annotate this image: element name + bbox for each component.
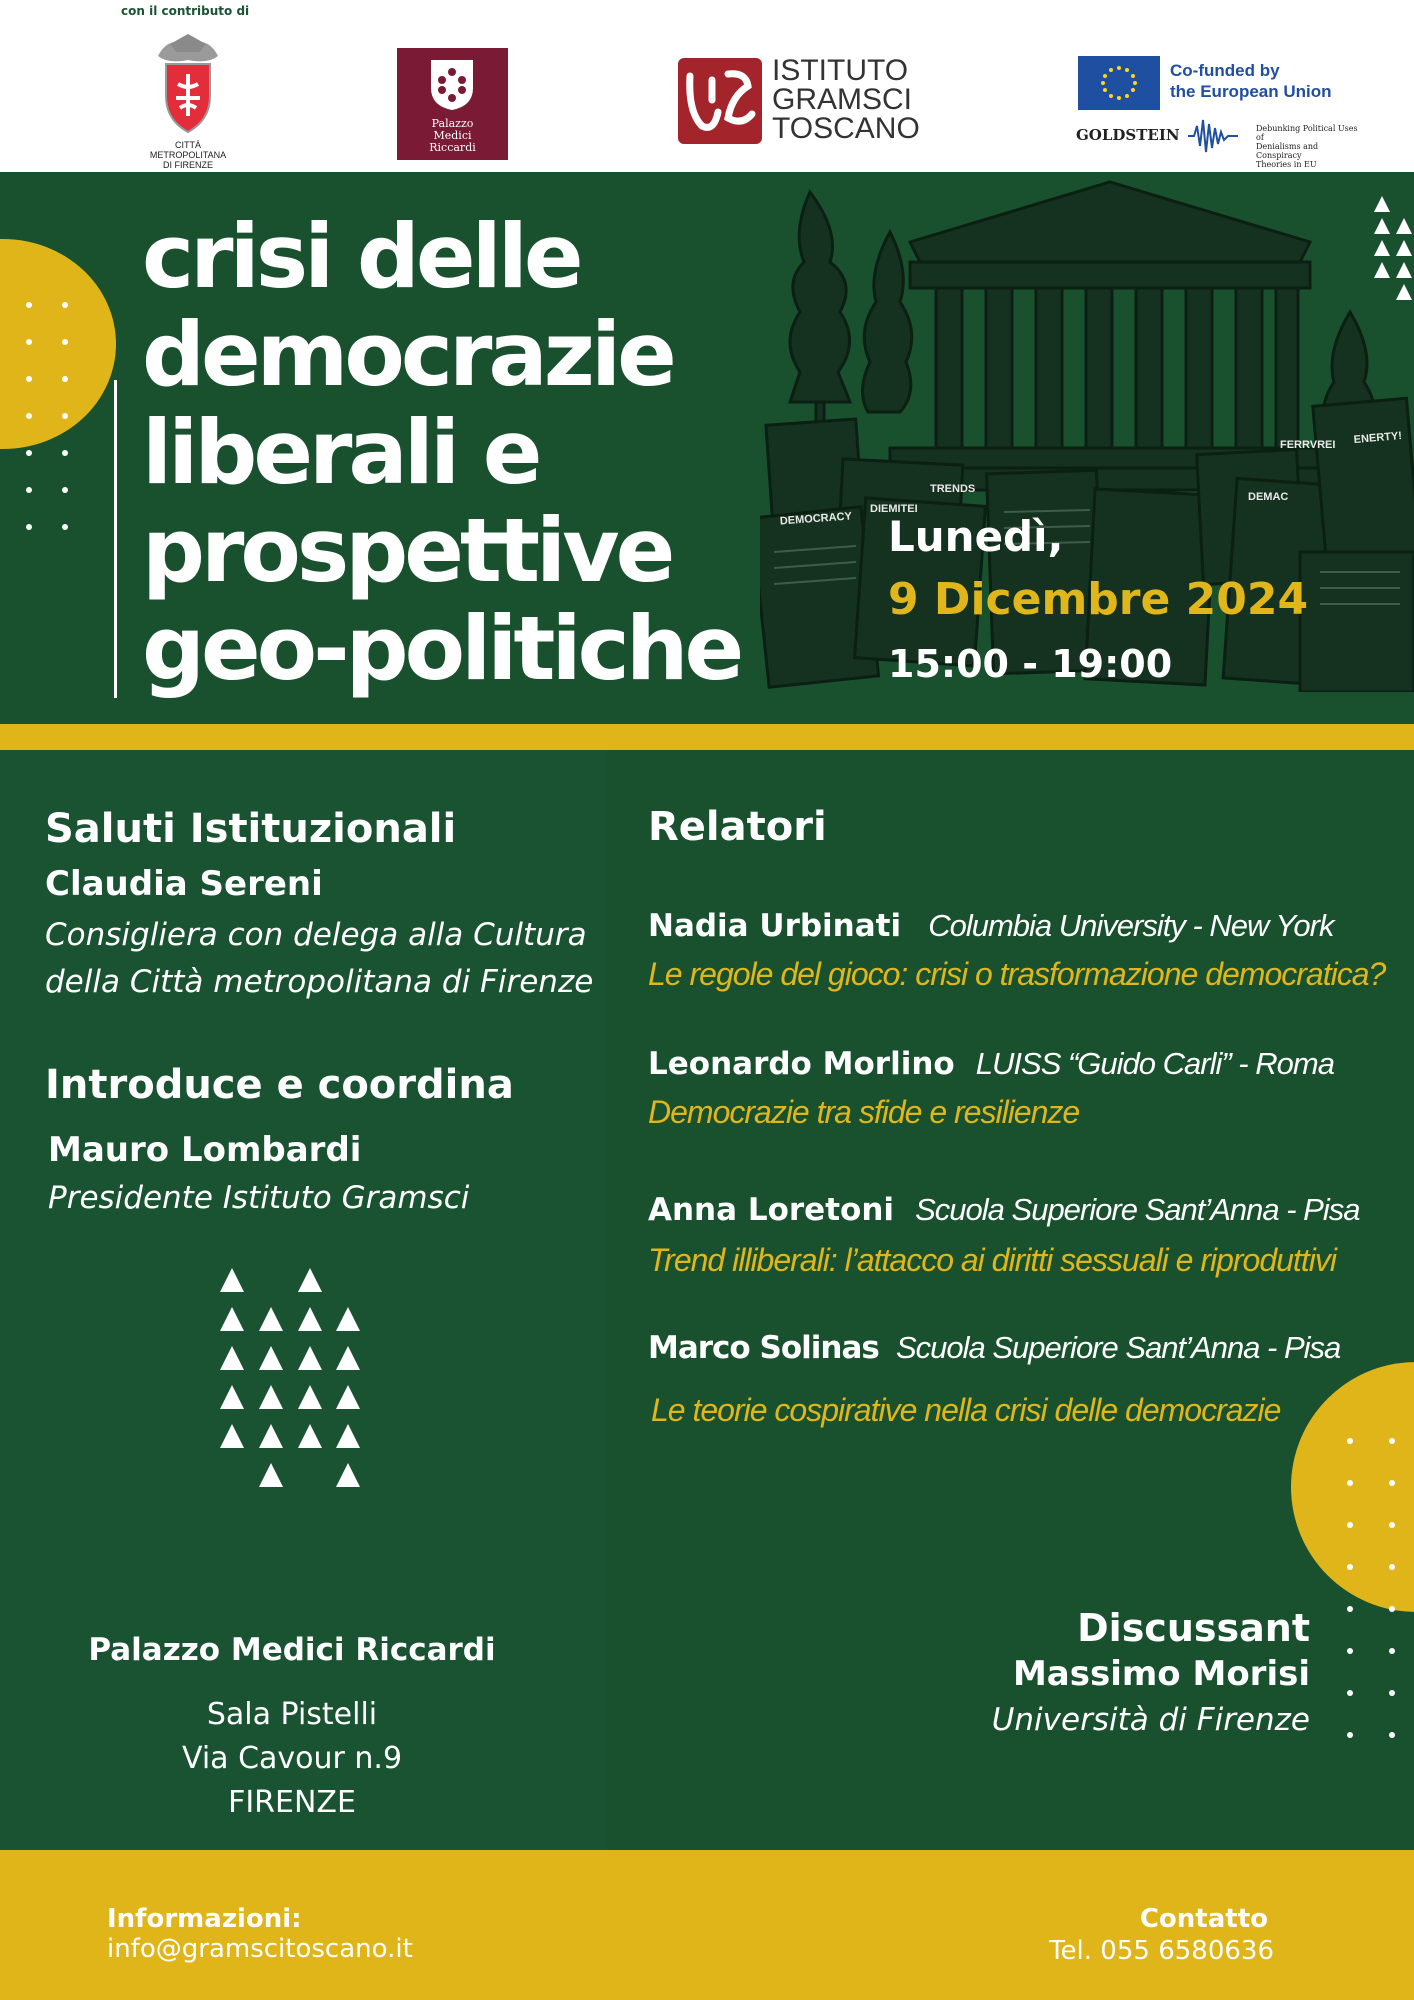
dot-grid-left (26, 302, 76, 572)
speaker-affiliation: LUISS “Guido Carli” - Roma (975, 1046, 1334, 1081)
goldstein-sub-3: Theories in EU (1256, 160, 1317, 169)
info-label: Informazioni: (107, 1904, 302, 1934)
eu-line2: the European Union (1170, 82, 1332, 101)
contribution-label: con il contributo di (121, 4, 250, 18)
logo2-line1: Palazzo (431, 117, 474, 130)
talk-title-3: Trend illiberali: l’attacco ai diritti sessuali e riproduttivi (648, 1242, 1336, 1278)
sign-4: ENERTY! (1353, 429, 1403, 447)
title-divider (114, 380, 117, 698)
talk-title-1: Le regole del gioco: crisi o trasformazione democratica? (648, 956, 1386, 992)
event-title: crisi delle democrazie liberali e prospettive geo-politiche (142, 205, 741, 700)
citta-metropolitana-logo (138, 34, 238, 170)
speaker-affiliation: Scuola Superiore Sant’Anna - Pisa (895, 1330, 1341, 1365)
intro-name: Mauro Lombardi (48, 1130, 362, 1170)
logo1-line1: CITTÀ METROPOLITANA (149, 140, 227, 160)
event-time: 15:00 - 19:00 (888, 642, 1173, 686)
sign-6: FERRVREI (1280, 439, 1336, 451)
waveform-icon (1188, 116, 1238, 156)
sign-5: DIEMITEI (870, 503, 918, 515)
istituto-gramsci-logo (676, 54, 920, 149)
eu-cofunded-logo (1076, 54, 1366, 169)
speaker-2 (648, 1046, 1334, 1082)
coat-of-arms-icon (138, 34, 238, 134)
yellow-band (0, 724, 1414, 750)
goldstein-sub-2: Denialisms and Conspiracy (1256, 142, 1319, 160)
sign-2: TRENDS (930, 483, 976, 495)
triangle-pattern-center (220, 1268, 370, 1498)
eu-line1: Co-funded by (1170, 61, 1280, 80)
relatori-title: Relatori (648, 804, 827, 850)
discussant-name: Massimo Morisi (1012, 1654, 1310, 1694)
speaker-name: Leonardo Morlino (648, 1046, 955, 1082)
speaker-name: Nadia Urbinati (648, 908, 902, 944)
info-email[interactable]: info@gramscitoscano.it (107, 1934, 413, 1964)
logo1-line2: DI FIRENZE (162, 160, 213, 170)
dot-grid-right (1347, 1438, 1407, 1738)
saluti-name: Claudia Sereni (45, 864, 323, 904)
medici-shield-icon (429, 58, 475, 112)
discussant-title: Discussant (1077, 1606, 1310, 1650)
logo3-line1: ISTITUTO (772, 54, 909, 87)
footer (0, 1850, 1414, 2000)
triangle-pattern-top (1368, 196, 1414, 316)
saluti-role: Consigliera con delega alla Cultura della Città metropolitana di Firenze (45, 917, 594, 1000)
event-date: 9 Dicembre 2024 (888, 574, 1309, 625)
intro-role: Presidente Istituto Gramsci (48, 1180, 470, 1216)
discussant-affiliation: Università di Firenze (991, 1702, 1310, 1738)
program-section (0, 750, 1414, 1850)
logo3-line2: GRAMSCI (772, 83, 913, 116)
venue-room: Sala Pistelli (206, 1697, 378, 1732)
sign-1: DEMOCRACY (779, 510, 853, 528)
sign-3: DEMAC (1248, 491, 1289, 503)
logo3-line3: TOSCANO (772, 112, 920, 145)
event-day: Lunedì, (888, 512, 1064, 561)
eu-flag-icon (1078, 56, 1160, 110)
venue-city: FIRENZE (228, 1785, 356, 1820)
speaker-1 (648, 908, 1334, 944)
contact-label: Contatto (1139, 1904, 1268, 1934)
speaker-affiliation: Scuola Superiore Sant’Anna - Pisa (915, 1192, 1360, 1227)
speaker-4 (648, 1330, 1340, 1366)
saluti-title: Saluti Istituzionali (45, 806, 457, 852)
logo2-line2: Medici (433, 129, 472, 142)
speaker-name: Marco Solinas (648, 1330, 879, 1366)
venue-street: Via Cavour n.9 (181, 1741, 403, 1776)
contact-phone[interactable]: Tel. 055 6580636 (1049, 1936, 1274, 1966)
venue-name: Palazzo Medici Riccardi (88, 1632, 496, 1668)
gramsci-mark-icon (676, 56, 764, 146)
logo-header (0, 0, 1414, 172)
talk-title-4: Le teorie cospirative nella crisi delle democrazie (651, 1392, 1281, 1428)
palazzo-medici-logo (397, 48, 508, 160)
talk-title-2: Democrazie tra sfide e resilienze (648, 1094, 1080, 1130)
goldstein-sub-1: Debunking Political Uses of (1256, 124, 1358, 142)
speaker-3 (648, 1192, 1359, 1228)
speaker-name: Anna Loretoni (648, 1192, 895, 1228)
intro-title: Introduce e coordina (45, 1062, 514, 1108)
speaker-affiliation: Columbia University - New York (928, 908, 1334, 943)
logo2-line3: Riccardi (429, 141, 476, 154)
goldstein-label: GOLDSTEIN (1076, 126, 1180, 144)
